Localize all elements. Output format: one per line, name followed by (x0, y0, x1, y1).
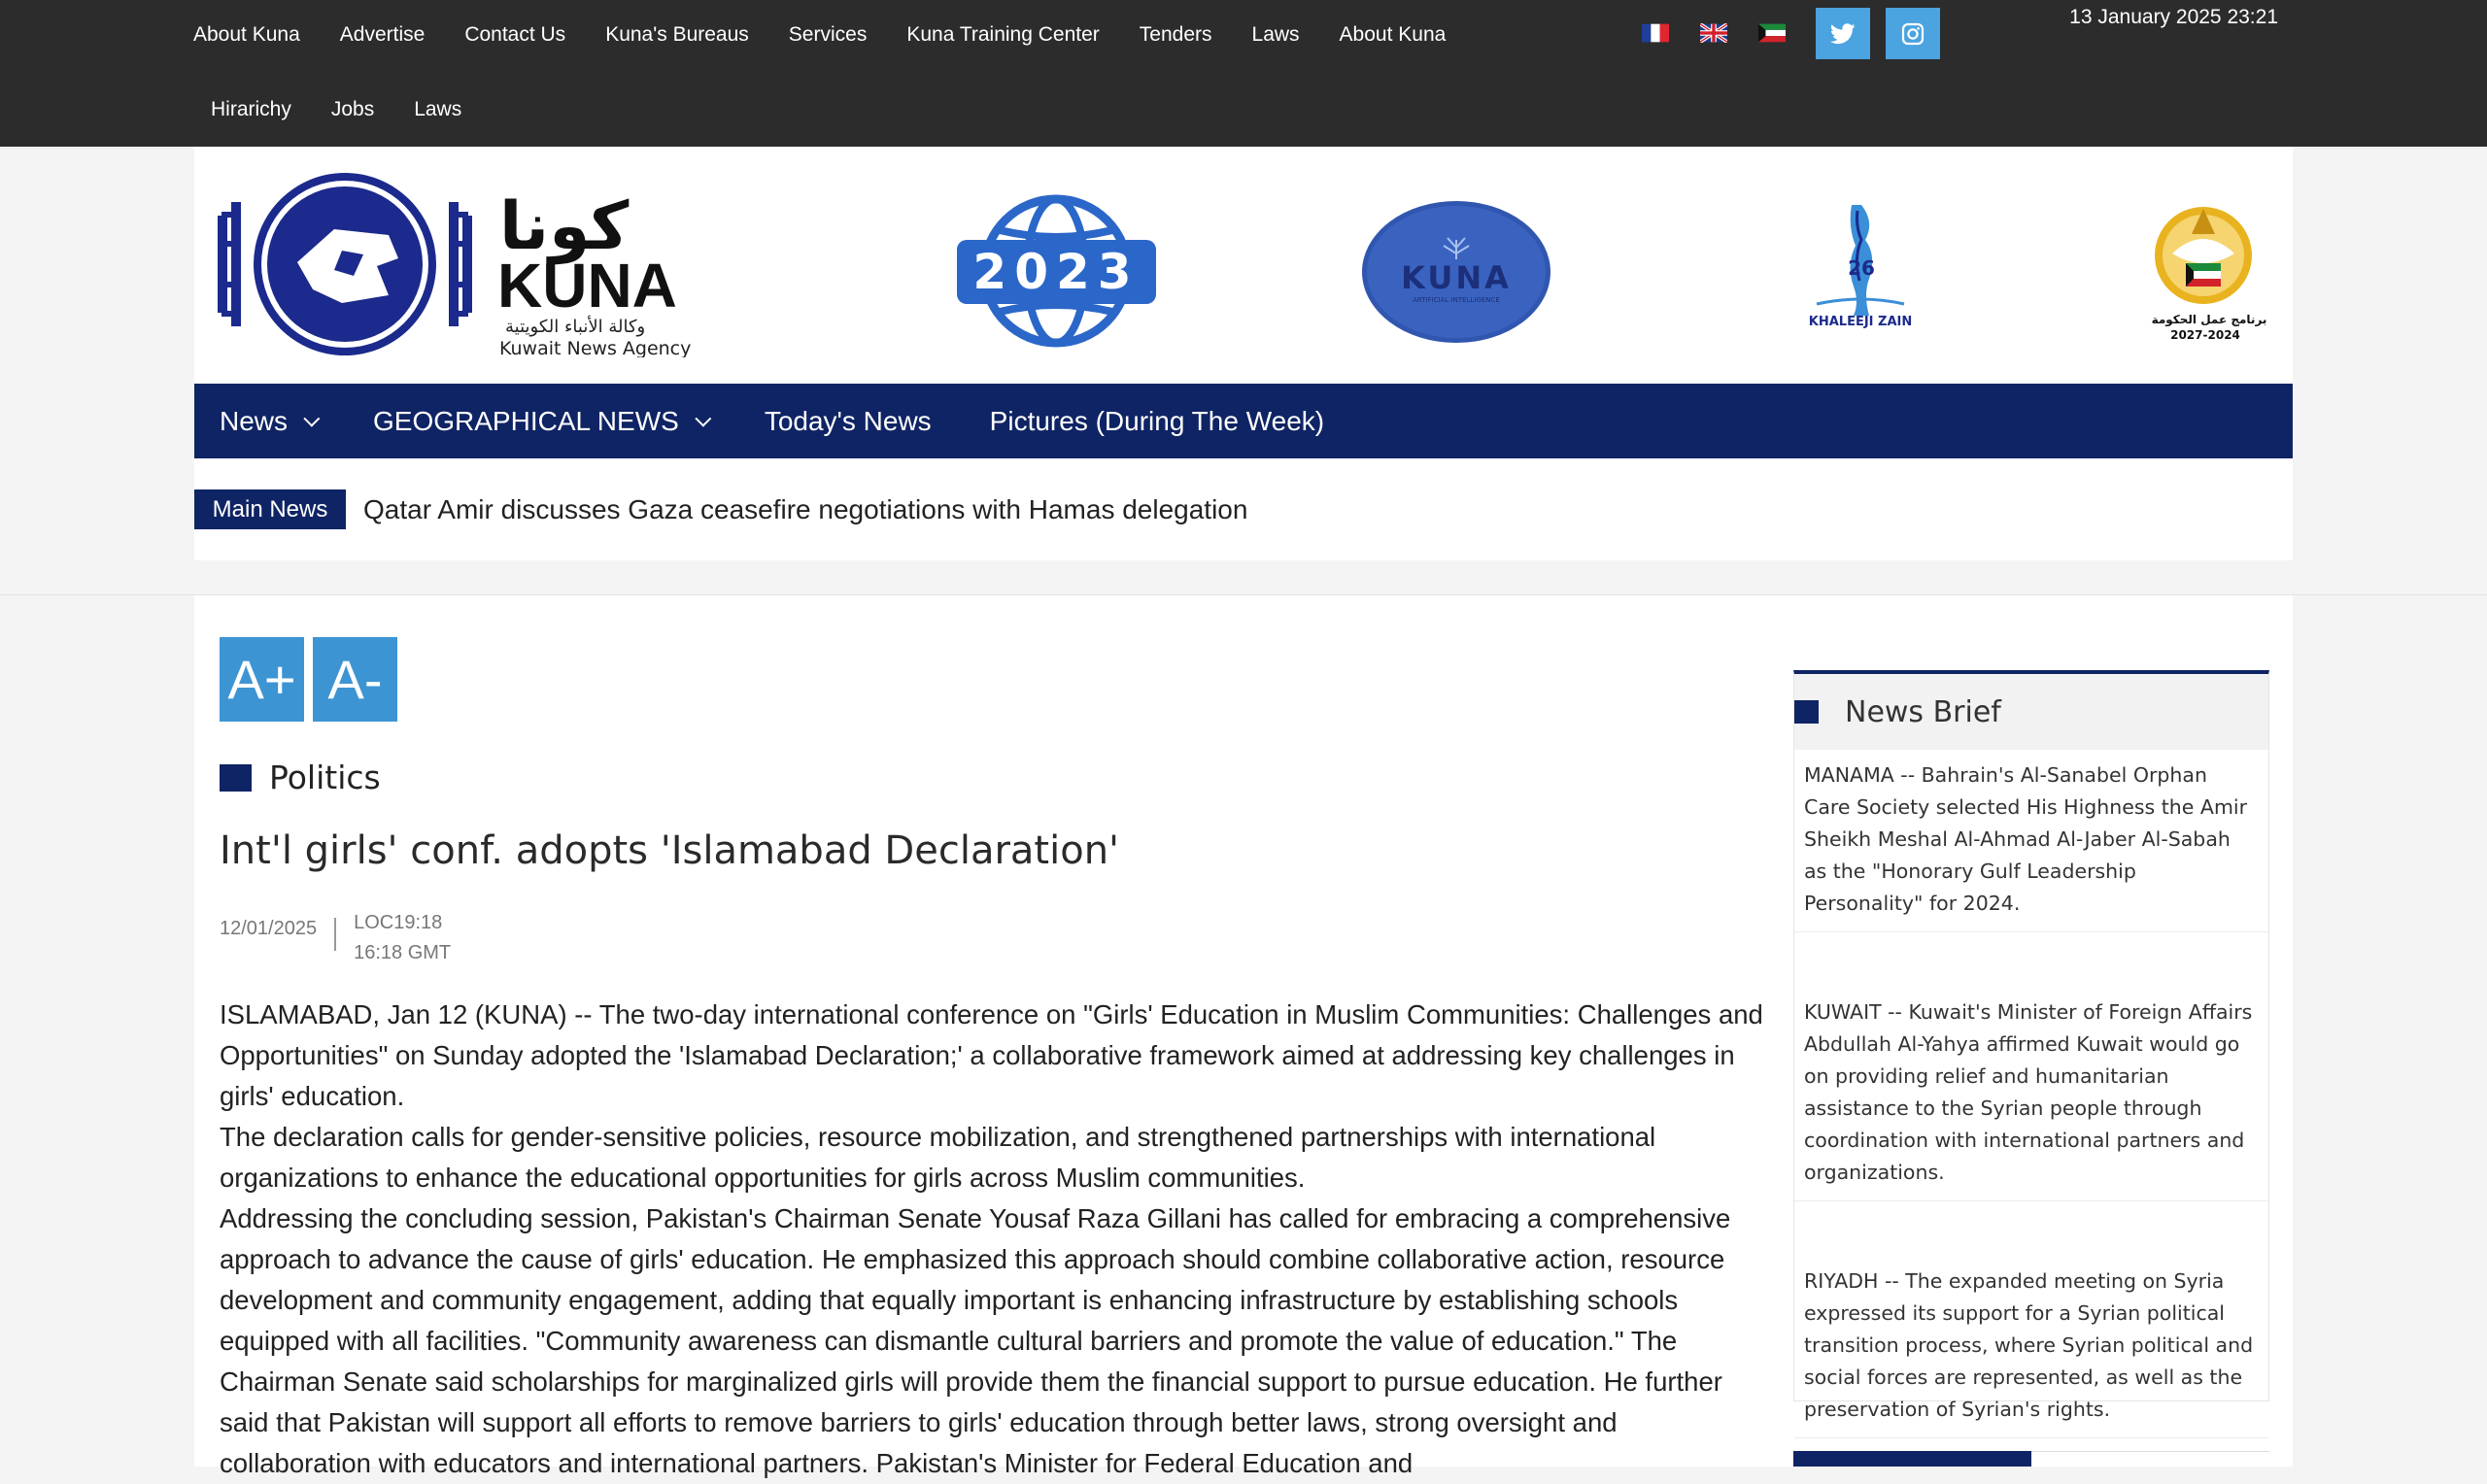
logo-arabic-sub: وكالة الأنباء الكويتية (505, 317, 646, 337)
toplink-services[interactable]: Services (788, 23, 868, 46)
instagram-icon (1901, 22, 1925, 46)
kuna-ai-logo[interactable] (1360, 199, 1552, 345)
news-ticker (194, 458, 2293, 560)
top-links-row-1 (193, 0, 1485, 70)
article-paragraph: ISLAMABAD, Jan 12 (KUNA) -- The two-day international conference on "Girls' Education in Muslim Communities: Challenges and Opportunities" on Sunday adopted the 'Islamabad Declaration;' a collaborative framework aimed at addressing key challenges in girls' education. (220, 999, 1763, 1111)
toplink-advertise[interactable]: Advertise (339, 23, 426, 46)
twitter-icon (1830, 23, 1856, 45)
year-badge-text: 2023 (972, 244, 1140, 300)
twitter-button[interactable] (1816, 8, 1870, 59)
kuwait-flag-icon[interactable] (1758, 23, 1786, 43)
logo-text: KUNA (497, 251, 677, 320)
article-date: 12/01/2025 (220, 918, 336, 951)
toplink-hierarchy[interactable]: Hirarichy (211, 98, 291, 120)
logo-arabic: كونا (499, 188, 630, 265)
category-square-icon (220, 764, 252, 792)
toplink-about-kuna[interactable]: About Kuna (193, 23, 300, 46)
decrease-font-button[interactable]: A- (313, 637, 397, 722)
article-category (220, 759, 381, 796)
article-paragraph: Addressing the concluding session, Pakistan's Chairman Senate Yousaf Raza Gillani has called for embracing a comprehensive approach to advance the cause of girls' education. He emphasized this approach should combine collaborative action, resource development and community engagement, adding that equally important is enhancing infrastructure by establishing schools equipped with all facilities. "Community awareness can dismantle cultural barriers and promote the value of education." The Chairman Senate said scholarships for marginalized girls will provide them the financial support to pursue education. He further said that Pakistan will support all efforts to remove barriers to girls' education through better laws, strong oversight and collaboration with educators and international partners. Pakistan's Minister for Federal Education and (220, 1203, 1731, 1478)
toplink-laws-2[interactable]: Laws (414, 98, 462, 120)
toplink-contact-us[interactable]: Contact Us (464, 23, 566, 46)
nav-geographical-news-label: GEOGRAPHICAL NEWS (373, 405, 679, 436)
kuna-logo[interactable] (218, 173, 694, 357)
news-brief-header (1794, 674, 2268, 750)
khaleeji-number: 26 (1848, 256, 1875, 280)
ticker-headline[interactable]: Qatar Amir discusses Gaza ceasefire negotiations with Hamas delegation (363, 493, 1248, 524)
year-2023-logo[interactable] (957, 193, 1156, 349)
khaleeji-zain-logo[interactable] (1797, 197, 1924, 343)
nav-pictures[interactable] (990, 406, 1324, 437)
toplink-about-kuna-2[interactable]: About Kuna (1339, 23, 1447, 46)
chevron-down-icon (303, 410, 320, 426)
toplink-laws[interactable]: Laws (1251, 23, 1300, 46)
article-body (220, 995, 1774, 1484)
news-brief-square-icon (1794, 700, 1819, 724)
nav-todays-news[interactable] (765, 406, 932, 437)
khaleeji-title: KHALEEJI ZAIN (1808, 315, 1913, 329)
category-label: Politics (269, 759, 381, 796)
ai-badge-subtext: ARTIFICIAL INTELLIGENCE (1413, 296, 1500, 304)
toplink-tenders[interactable]: Tenders (1139, 23, 1212, 46)
uk-flag-icon[interactable] (1700, 23, 1727, 43)
logo-subtitle: Kuwait News Agency (499, 338, 692, 357)
gov-program-years: 2027-2024 (2170, 328, 2240, 342)
news-brief-item[interactable]: RIYADH -- The expanded meeting on Syria expressed its support for a Syrian political transition process, where Syrian political and social forces are represented, as well as the preservation of Syrian's rights. (1794, 1256, 2268, 1438)
news-brief-item[interactable]: KUWAIT -- Kuwait's Minister of Foreign Affairs Abdullah Al-Yahya affirmed Kuwait would go on providing relief and humanitarian assistance to the Syrian people through coordination with international partners and organizations. (1794, 987, 2268, 1201)
chevron-down-icon (695, 410, 711, 426)
site-header (194, 147, 2293, 384)
nav-geographical-news[interactable] (373, 406, 706, 437)
article-gmt-time: 16:18 GMT (354, 942, 452, 963)
ticker-badge: Main News (194, 489, 346, 529)
nav-todays-news-label: Today's News (764, 405, 932, 436)
article-times (336, 908, 451, 968)
nav-pictures-label: Pictures (During The Week) (989, 405, 1325, 436)
top-bar (0, 0, 2487, 147)
news-brief-item[interactable]: MANAMA -- Bahrain's Al-Sanabel Orphan Care Society selected His Highness the Amir Sheikh Meshal Al-Ahmad Al-Jaber Al-Sabah as the "Honorary Gulf Leadership Personality" for 2024. (1794, 750, 2268, 932)
language-flags (1642, 23, 1786, 43)
current-datetime: 13 January 2025 23:21 (2069, 6, 2278, 28)
article-title: Int'l girls' conf. adopts 'Islamabad Declaration' (220, 828, 1120, 873)
instagram-button[interactable] (1886, 8, 1940, 59)
article-page (194, 595, 2293, 1478)
ai-badge-text: KUNA (1401, 259, 1512, 296)
main-navigation (194, 384, 2293, 458)
sidebar-tab-inactive[interactable] (2031, 1451, 2269, 1467)
article-local-time: LOC19:18 (354, 912, 443, 933)
government-program-logo[interactable] (2147, 195, 2273, 346)
news-brief-title: News Brief (1845, 694, 2001, 729)
article-paragraph: The declaration calls for gender-sensitive policies, resource mobilization, and strengthened partnerships with international organizations to enhance the educational opportunities for girls across Muslim communities. (220, 1122, 1656, 1193)
sidebar-tab-active[interactable] (1793, 1451, 2031, 1467)
increase-font-button[interactable]: A+ (220, 637, 304, 722)
top-links-row-2 (211, 76, 501, 144)
news-brief-sidebar (1793, 670, 2269, 1421)
toplink-bureaus[interactable]: Kuna's Bureaus (605, 23, 749, 46)
nav-news-label: News (220, 405, 289, 436)
toplink-training-center[interactable]: Kuna Training Center (906, 23, 1100, 46)
fr-flag-icon[interactable] (1642, 23, 1669, 43)
nav-news[interactable] (220, 406, 315, 437)
article-meta (220, 908, 451, 968)
toplink-jobs[interactable]: Jobs (330, 98, 375, 120)
gov-program-text: برنامج عمل الحكومة (2151, 313, 2267, 326)
